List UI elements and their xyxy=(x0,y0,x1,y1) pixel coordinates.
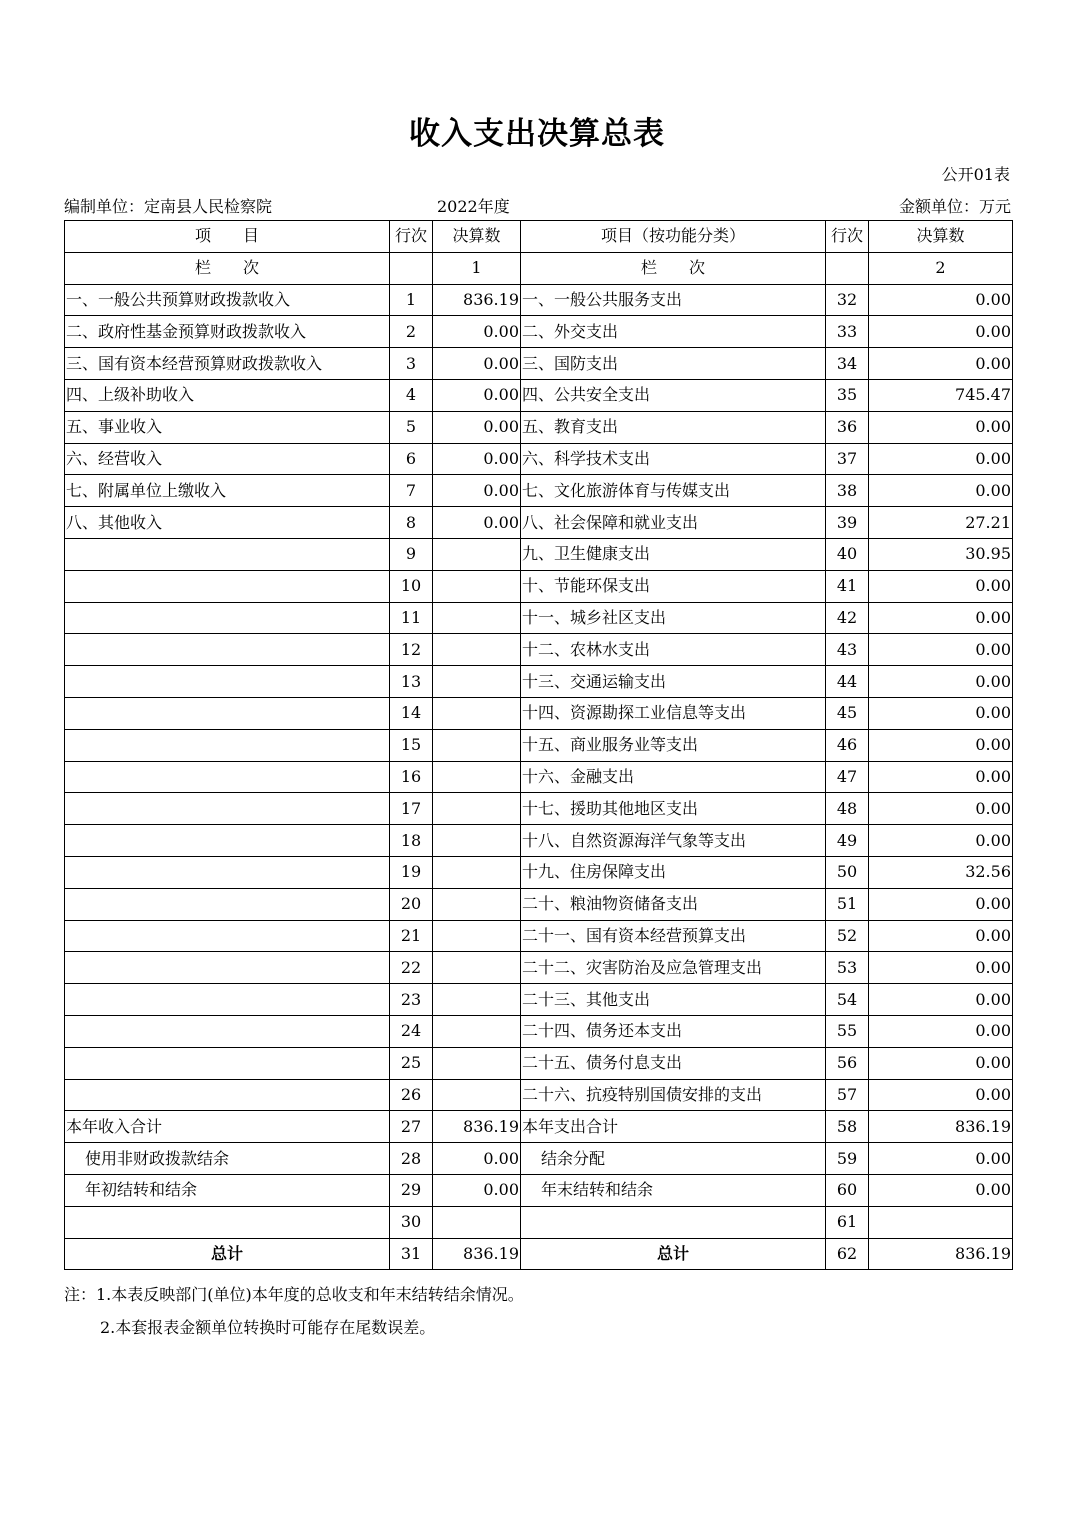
income-item xyxy=(65,984,390,1016)
table-row xyxy=(65,316,1013,348)
table-row xyxy=(65,538,1013,570)
income-amount: 836.19 xyxy=(433,1111,521,1143)
column-index-1: 1 xyxy=(433,252,521,284)
income-amount: 0.00 xyxy=(433,475,521,507)
page-title: 收入支出决算总表 xyxy=(409,116,665,152)
table-row xyxy=(65,602,1013,634)
income-amount: 0.00 xyxy=(433,316,521,348)
income-item xyxy=(65,920,390,952)
expense-row-no: 40 xyxy=(826,538,869,570)
expense-item: 二十五、债务付息支出 xyxy=(521,1047,826,1079)
income-item: 二、政府性基金预算财政拨款收入 xyxy=(65,316,390,348)
income-row-no: 27 xyxy=(390,1111,433,1143)
income-item xyxy=(65,1206,390,1238)
income-item: 五、事业收入 xyxy=(65,411,390,443)
notes xyxy=(64,1278,524,1344)
income-item: 一、一般公共预算财政拨款收入 xyxy=(65,284,390,316)
income-item: 四、上级补助收入 xyxy=(65,379,390,411)
currency-unit: 金额单位：万元 xyxy=(898,197,1011,216)
expense-row-no: 59 xyxy=(826,1143,869,1175)
income-item xyxy=(65,793,390,825)
income-row-no: 11 xyxy=(390,602,433,634)
income-item xyxy=(65,634,390,666)
income-item xyxy=(65,1079,390,1111)
income-item xyxy=(65,602,390,634)
expense-row-no: 53 xyxy=(826,952,869,984)
expense-item: 二十一、国有资本经营预算支出 xyxy=(521,920,826,952)
table-row xyxy=(65,1174,1013,1206)
income-row-no: 1 xyxy=(390,284,433,316)
income-row-no: 22 xyxy=(390,952,433,984)
expense-amount: 745.47 xyxy=(869,379,1013,411)
expense-item: 八、社会保障和就业支出 xyxy=(521,507,826,539)
income-amount xyxy=(433,888,521,920)
income-row-no: 17 xyxy=(390,793,433,825)
table-row xyxy=(65,793,1013,825)
expense-row-no: 42 xyxy=(826,602,869,634)
expense-amount: 0.00 xyxy=(869,761,1013,793)
table-row xyxy=(65,1079,1013,1111)
expense-row-no: 45 xyxy=(826,697,869,729)
income-row-no: 7 xyxy=(390,475,433,507)
expense-amount: 0.00 xyxy=(869,411,1013,443)
income-amount xyxy=(433,1079,521,1111)
income-item xyxy=(65,825,390,857)
income-amount: 0.00 xyxy=(433,507,521,539)
expense-row-no: 39 xyxy=(826,507,869,539)
income-amount: 0.00 xyxy=(433,411,521,443)
header-item-func: 项目（按功能分类） xyxy=(521,221,826,253)
table-row xyxy=(65,475,1013,507)
expense-row-no: 46 xyxy=(826,729,869,761)
table-row xyxy=(65,1047,1013,1079)
expense-amount: 0.00 xyxy=(869,984,1013,1016)
total-income-amount: 836.19 xyxy=(433,1238,521,1270)
expense-item: 四、公共安全支出 xyxy=(521,379,826,411)
expense-amount: 0.00 xyxy=(869,1015,1013,1047)
expense-row-no: 41 xyxy=(826,570,869,602)
expense-row-no: 58 xyxy=(826,1111,869,1143)
income-item: 年初结转和结余 xyxy=(65,1174,390,1206)
income-amount: 836.19 xyxy=(433,284,521,316)
table-row xyxy=(65,411,1013,443)
expense-amount: 0.00 xyxy=(869,1047,1013,1079)
expense-item: 十一、城乡社区支出 xyxy=(521,602,826,634)
expense-amount: 0.00 xyxy=(869,475,1013,507)
table-row xyxy=(65,570,1013,602)
expense-amount: 0.00 xyxy=(869,729,1013,761)
income-amount xyxy=(433,570,521,602)
expense-amount: 0.00 xyxy=(869,570,1013,602)
expense-item: 十四、资源勘探工业信息等支出 xyxy=(521,697,826,729)
expense-item xyxy=(521,1206,826,1238)
table-row xyxy=(65,952,1013,984)
total-row xyxy=(65,1238,1013,1270)
expense-row-no: 38 xyxy=(826,475,869,507)
expense-amount: 836.19 xyxy=(869,1111,1013,1143)
expense-item: 三、国防支出 xyxy=(521,348,826,380)
expense-amount: 0.00 xyxy=(869,697,1013,729)
expense-amount: 0.00 xyxy=(869,634,1013,666)
income-row-no: 29 xyxy=(390,1174,433,1206)
table-row xyxy=(65,1111,1013,1143)
expense-row-no: 55 xyxy=(826,1015,869,1047)
expense-item: 十、节能环保支出 xyxy=(521,570,826,602)
income-row-no: 18 xyxy=(390,825,433,857)
expense-item: 十三、交通运输支出 xyxy=(521,666,826,698)
expense-item: 六、科学技术支出 xyxy=(521,443,826,475)
expense-row-no: 44 xyxy=(826,666,869,698)
expense-row-no: 56 xyxy=(826,1047,869,1079)
form-code: 公开01表 xyxy=(941,165,1010,184)
income-amount xyxy=(433,825,521,857)
income-item: 使用非财政拨款结余 xyxy=(65,1143,390,1175)
income-amount xyxy=(433,761,521,793)
total-label-2: 总计 xyxy=(521,1238,826,1270)
income-item xyxy=(65,1015,390,1047)
income-amount: 0.00 xyxy=(433,1174,521,1206)
table-row xyxy=(65,697,1013,729)
income-amount xyxy=(433,729,521,761)
expense-amount: 0.00 xyxy=(869,920,1013,952)
income-amount xyxy=(433,1015,521,1047)
expense-row-no: 61 xyxy=(826,1206,869,1238)
income-row-no: 4 xyxy=(390,379,433,411)
fiscal-year: 2022年度 xyxy=(437,197,510,216)
expense-row-no: 43 xyxy=(826,634,869,666)
income-row-no: 24 xyxy=(390,1015,433,1047)
expense-amount: 0.00 xyxy=(869,666,1013,698)
income-item xyxy=(65,538,390,570)
expense-amount: 27.21 xyxy=(869,507,1013,539)
column-index-row xyxy=(65,252,1013,284)
income-amount xyxy=(433,538,521,570)
expense-amount: 0.00 xyxy=(869,316,1013,348)
income-amount xyxy=(433,793,521,825)
income-amount xyxy=(433,1047,521,1079)
column-label: 栏 次 xyxy=(65,252,390,284)
income-row-no: 21 xyxy=(390,920,433,952)
income-item xyxy=(65,888,390,920)
income-item xyxy=(65,729,390,761)
expense-item: 十二、农林水支出 xyxy=(521,634,826,666)
expense-item: 结余分配 xyxy=(521,1143,826,1175)
total-row-no: 31 xyxy=(390,1238,433,1270)
note-1: 注：1.本表反映部门(单位)本年度的总收支和年末结转结余情况。 xyxy=(64,1285,524,1304)
table-row xyxy=(65,507,1013,539)
header-amount: 决算数 xyxy=(433,221,521,253)
expense-item: 九、卫生健康支出 xyxy=(521,538,826,570)
table-row xyxy=(65,443,1013,475)
income-item xyxy=(65,761,390,793)
header-row xyxy=(65,221,1013,253)
income-row-no: 14 xyxy=(390,697,433,729)
table-row xyxy=(65,888,1013,920)
income-amount xyxy=(433,666,521,698)
expense-item: 本年支出合计 xyxy=(521,1111,826,1143)
income-amount: 0.00 xyxy=(433,379,521,411)
income-row-no: 6 xyxy=(390,443,433,475)
table-row xyxy=(65,379,1013,411)
table-row xyxy=(65,825,1013,857)
expense-item: 年末结转和结余 xyxy=(521,1174,826,1206)
table-row xyxy=(65,729,1013,761)
expense-row-no: 35 xyxy=(826,379,869,411)
income-item: 三、国有资本经营预算财政拨款收入 xyxy=(65,348,390,380)
income-row-no: 9 xyxy=(390,538,433,570)
income-item xyxy=(65,1047,390,1079)
income-amount: 0.00 xyxy=(433,348,521,380)
expense-row-no: 48 xyxy=(826,793,869,825)
income-row-no: 3 xyxy=(390,348,433,380)
expense-item: 十九、住房保障支出 xyxy=(521,856,826,888)
expense-item: 二、外交支出 xyxy=(521,316,826,348)
income-row-no: 15 xyxy=(390,729,433,761)
table-row xyxy=(65,856,1013,888)
expense-amount: 0.00 xyxy=(869,443,1013,475)
expense-row-no: 60 xyxy=(826,1174,869,1206)
expense-item: 二十三、其他支出 xyxy=(521,984,826,1016)
meta-line xyxy=(64,194,1011,216)
income-amount: 0.00 xyxy=(433,1143,521,1175)
income-row-no: 30 xyxy=(390,1206,433,1238)
expense-row-no: 32 xyxy=(826,284,869,316)
income-item: 本年收入合计 xyxy=(65,1111,390,1143)
income-amount: 0.00 xyxy=(433,443,521,475)
expense-item: 七、文化旅游体育与传媒支出 xyxy=(521,475,826,507)
income-row-no: 5 xyxy=(390,411,433,443)
income-item: 八、其他收入 xyxy=(65,507,390,539)
table-row xyxy=(65,920,1013,952)
expense-item: 十六、金融支出 xyxy=(521,761,826,793)
income-amount xyxy=(433,920,521,952)
expense-amount: 0.00 xyxy=(869,952,1013,984)
expense-row-no: 36 xyxy=(826,411,869,443)
income-row-no: 16 xyxy=(390,761,433,793)
income-row-no: 20 xyxy=(390,888,433,920)
expense-row-no: 47 xyxy=(826,761,869,793)
total-label: 总计 xyxy=(65,1238,390,1270)
column-empty xyxy=(390,252,433,284)
column-label-2: 栏 次 xyxy=(521,252,826,284)
expense-row-no: 50 xyxy=(826,856,869,888)
header-row-no-2: 行次 xyxy=(826,221,869,253)
income-amount xyxy=(433,1206,521,1238)
expense-row-no: 51 xyxy=(826,888,869,920)
income-item: 七、附属单位上缴收入 xyxy=(65,475,390,507)
income-row-no: 26 xyxy=(390,1079,433,1111)
expense-amount xyxy=(869,1206,1013,1238)
income-row-no: 13 xyxy=(390,666,433,698)
income-item: 六、经营收入 xyxy=(65,443,390,475)
income-row-no: 28 xyxy=(390,1143,433,1175)
income-amount xyxy=(433,984,521,1016)
expense-row-no: 57 xyxy=(826,1079,869,1111)
table-row xyxy=(65,1015,1013,1047)
income-row-no: 8 xyxy=(390,507,433,539)
table-row xyxy=(65,761,1013,793)
expense-item: 二十六、抗疫特别国债安排的支出 xyxy=(521,1079,826,1111)
reporting-unit: 编制单位：定南县人民检察院 xyxy=(64,197,273,216)
expense-item: 二十二、灾害防治及应急管理支出 xyxy=(521,952,826,984)
expense-item: 十五、商业服务业等支出 xyxy=(521,729,826,761)
column-empty-2 xyxy=(826,252,869,284)
income-row-no: 19 xyxy=(390,856,433,888)
table-row xyxy=(65,284,1013,316)
table-row xyxy=(65,666,1013,698)
income-amount xyxy=(433,602,521,634)
expense-amount: 0.00 xyxy=(869,602,1013,634)
table-row xyxy=(65,1206,1013,1238)
income-row-no: 2 xyxy=(390,316,433,348)
expense-row-no: 54 xyxy=(826,984,869,1016)
income-item xyxy=(65,952,390,984)
expense-amount: 32.56 xyxy=(869,856,1013,888)
note-2: 2.本套报表金额单位转换时可能存在尾数误差。 xyxy=(100,1318,436,1337)
income-row-no: 25 xyxy=(390,1047,433,1079)
header-item: 项 目 xyxy=(65,221,390,253)
expense-item: 二十四、债务还本支出 xyxy=(521,1015,826,1047)
expense-row-no: 37 xyxy=(826,443,869,475)
header-amount-2: 决算数 xyxy=(869,221,1013,253)
expense-row-no: 52 xyxy=(826,920,869,952)
income-amount xyxy=(433,697,521,729)
expense-amount: 0.00 xyxy=(869,1174,1013,1206)
expense-amount: 0.00 xyxy=(869,793,1013,825)
expense-amount: 30.95 xyxy=(869,538,1013,570)
income-item xyxy=(65,666,390,698)
income-row-no: 10 xyxy=(390,570,433,602)
income-amount xyxy=(433,952,521,984)
table-row xyxy=(65,1143,1013,1175)
income-amount xyxy=(433,856,521,888)
expense-item: 十八、自然资源海洋气象等支出 xyxy=(521,825,826,857)
column-index-2: 2 xyxy=(869,252,1013,284)
total-row-no-2: 62 xyxy=(826,1238,869,1270)
total-expense-amount: 836.19 xyxy=(869,1238,1013,1270)
income-row-no: 12 xyxy=(390,634,433,666)
header-row-no: 行次 xyxy=(390,221,433,253)
expense-row-no: 49 xyxy=(826,825,869,857)
income-amount xyxy=(433,634,521,666)
expense-item: 二十、粮油物资储备支出 xyxy=(521,888,826,920)
expense-row-no: 34 xyxy=(826,348,869,380)
income-item xyxy=(65,697,390,729)
expense-amount: 0.00 xyxy=(869,1143,1013,1175)
expense-row-no: 33 xyxy=(826,316,869,348)
expense-amount: 0.00 xyxy=(869,1079,1013,1111)
table-row xyxy=(65,348,1013,380)
expense-amount: 0.00 xyxy=(869,284,1013,316)
expense-item: 一、一般公共服务支出 xyxy=(521,284,826,316)
income-item xyxy=(65,856,390,888)
expense-amount: 0.00 xyxy=(869,825,1013,857)
expense-amount: 0.00 xyxy=(869,888,1013,920)
expense-amount: 0.00 xyxy=(869,348,1013,380)
table-row xyxy=(65,634,1013,666)
income-row-no: 23 xyxy=(390,984,433,1016)
expense-item: 五、教育支出 xyxy=(521,411,826,443)
budget-table xyxy=(64,220,1013,1270)
table-row xyxy=(65,984,1013,1016)
income-item xyxy=(65,570,390,602)
expense-item: 十七、援助其他地区支出 xyxy=(521,793,826,825)
